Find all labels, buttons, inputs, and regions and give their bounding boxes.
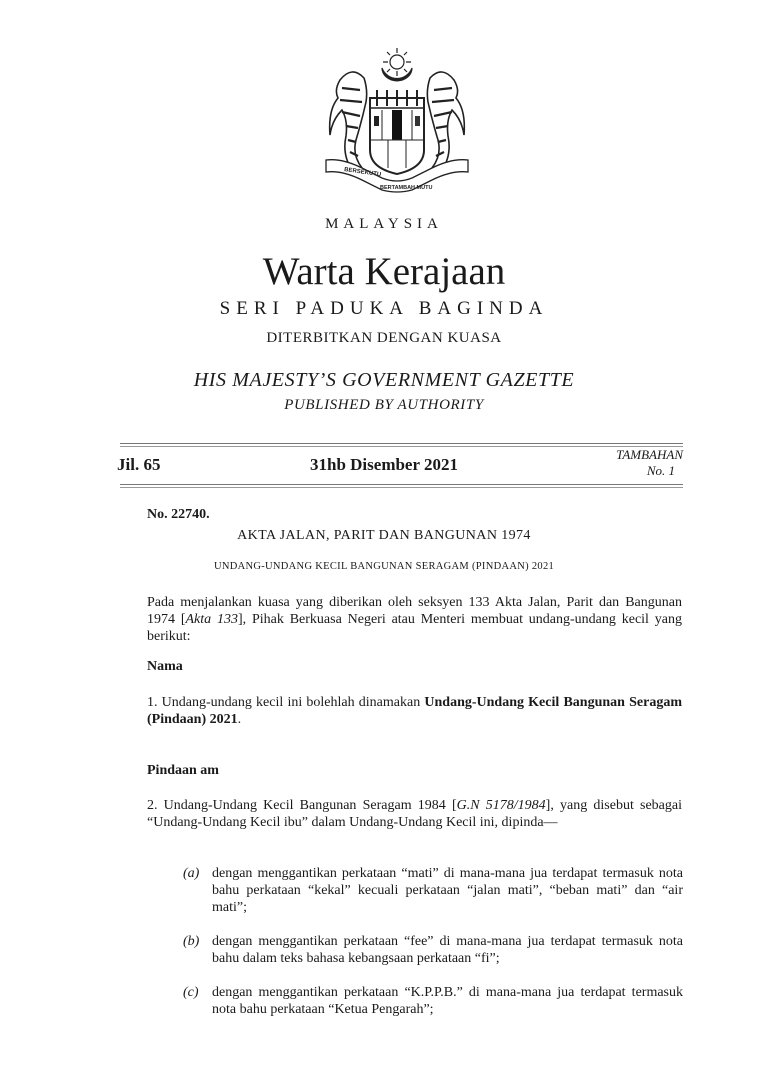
section-heading-pindaan-am: Pindaan am <box>147 763 219 778</box>
item-text: dengan menggantikan perkataan “mati” di mana-mana jua terdapat termasuk nota bahu perkataan “kekal” kecuali perkataan “jalan mati”, “beban mati” dan “air mati”; <box>212 866 683 915</box>
supplement-badge <box>590 447 683 479</box>
volume-number: Jil. 65 <box>117 455 161 474</box>
published-by-authority-ms: DITERBITKAN DENGAN KUASA <box>266 330 502 346</box>
svg-text:BERTAMBAH MUTU: BERTAMBAH MUTU <box>380 185 433 191</box>
coat-of-arms-icon <box>322 40 472 195</box>
supplement-label: TAMBAHAN <box>616 447 683 462</box>
published-by-authority-en: PUBLISHED BY AUTHORITY <box>284 397 484 413</box>
notice-number: No. 22740. <box>147 507 210 522</box>
act-title: AKTA JALAN, PARIT DAN BANGUNAN 1974 <box>237 528 531 543</box>
svg-text:BERSEKUTU: BERSEKUTU <box>343 167 382 179</box>
item-text: dengan menggantikan perkataan “K.P.P.B.” di mana-mana jua terdapat termasuk nota bahu perkataan “Ketua Pengarah”; <box>212 985 683 1017</box>
item-label: (b) <box>183 934 200 949</box>
gazette-subtitle: SERI PADUKA BAGINDA <box>219 298 549 319</box>
section-1-text: 1. Undang-undang kecil ini bolehlah dinamakan Undang-Undang Kecil Bangunan Seragam (Pindaan) 2021. <box>147 695 682 727</box>
preamble-paragraph: Pada menjalankan kuasa yang diberikan oleh seksyen 133 Akta Jalan, Parit dan Bangunan 1974 [Akta 133], Pihak Berkuasa Negeri atau Menteri membuat undang-undang kecil yang berikut: <box>147 595 682 644</box>
country-label: MALAYSIA <box>325 216 443 232</box>
item-label: (c) <box>183 985 199 1000</box>
amendment-item-a <box>183 865 683 916</box>
issue-date: 31hb Disember 2021 <box>310 455 458 474</box>
amendment-item-c <box>183 984 683 1018</box>
bylaw-title: UNDANG-UNDANG KECIL BANGUNAN SERAGAM (PINDAAN) 2021 <box>213 561 555 572</box>
section-2-text: 2. Undang-Undang Kecil Bangunan Seragam 1984 [G.N 5178/1984], yang disebut sebagai “Undang-Undang Kecil ibu” dalam Undang-Undang Kecil ini, dipinda— <box>147 798 682 830</box>
bottom-double-rule <box>120 484 683 488</box>
item-text: dengan menggantikan perkataan “fee” di mana-mana jua terdapat termasuk nota bahu dalam teks bahasa kebangsaan perkataan “fi”; <box>212 934 683 966</box>
item-label: (a) <box>183 866 200 881</box>
gazette-title: Warta Kerajaan <box>262 250 506 293</box>
section-heading-nama: Nama <box>147 659 183 674</box>
amendment-item-b <box>183 933 683 967</box>
supplement-number: No. 1 <box>646 463 675 478</box>
gazette-title-en: HIS MAJESTY’S GOVERNMENT GAZETTE <box>193 369 575 391</box>
